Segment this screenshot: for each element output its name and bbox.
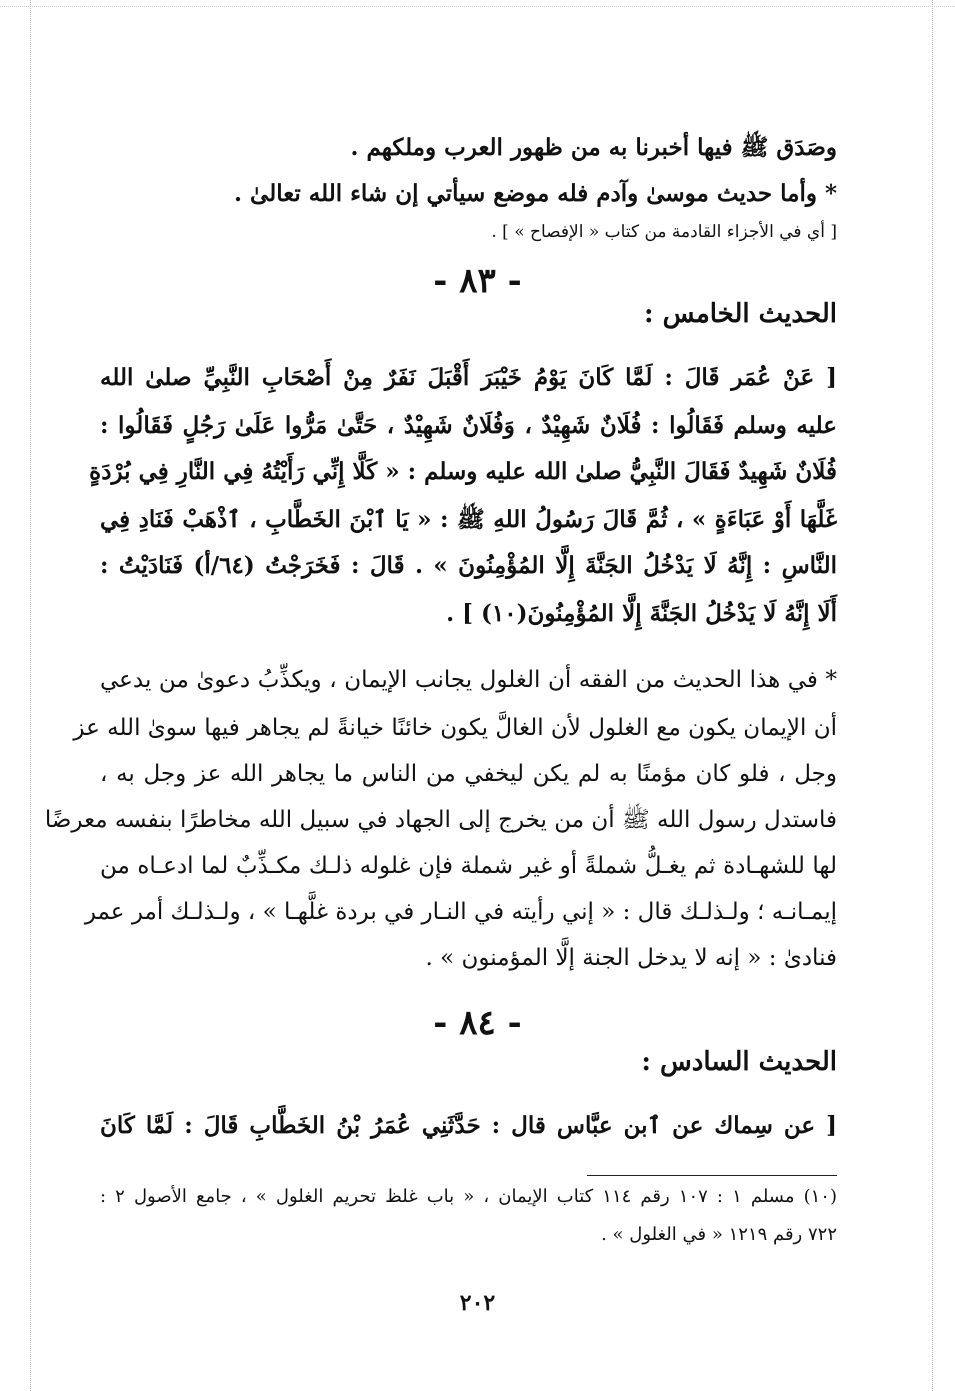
footnote-line: ٧٢٢ رقم ١٢١٩ « في الغلول » . (601, 1224, 837, 1245)
hadith-text-line: غَلَّهَا أَوْ عَبَاءَةٍ » ، ثُمَّ قَالَ رَسُولُ اللهِ ﷺ : « يَا ٱبْنَ الخَطَّابِ ، ٱذْهَبْ فَنَادِ فِي (100, 506, 837, 533)
hadith-title: الحديث السادس : (641, 1047, 837, 1077)
hadith-text-line: عليه وسلم فَقَالُوا : فُلَانٌ شَهِيْدٌ ، وَفُلَانٌ شَهِيْدٌ ، حَتَّىٰ مَرُّوا عَلَىٰ رَجُلٍ فَقَالُوا : (100, 412, 837, 439)
commentary-line: فنادىٰ : « إنه لا يدخل الجنة إلَّا المؤمنون » . (425, 945, 837, 971)
commentary-line: أن الإيمان يكون مع الغلول لأن الغالَّ يكون خائنًا خيانةً لم يجاهر فيها سوىٰ الله عز (73, 715, 837, 741)
footnote-line: (١٠) مسلم ١ : ١٠٧ رقم ١١٤ كتاب الإيمان ، « باب غلظ تحريم الغلول » ، جامع الأصول ٢ : (100, 1186, 837, 1207)
hadith-text-line: [ عَنْ عُمَر قَالَ : لَمَّا كَانَ يَوْمُ خَيْبَرَ أَقْبَلَ نَفَرٌ مِنْ أَصْحَابِ النَّبِيِّ صلىٰ الله (100, 364, 837, 391)
commentary-line: وجل ، فلو كان مؤمنًا به لم يكن ليخفي من الناس ما يجاهر الله عز وجل به ، (100, 761, 837, 787)
hadith-text-line: أَلَا إِنَّهُ لَا يَدْخُلُ الجَنَّةَ إِلَّا المُؤْمِنُونَ(١٠) ] . (446, 600, 837, 627)
hadith-text-line: [ عن سِماك عن ٱبن عبَّاس قال : حَدَّثَنِي عُمَرُ بْنُ الخَطَّابِ قَالَ : لَمَّا كَانَ (100, 1112, 837, 1139)
margin-dots-top (0, 6, 955, 7)
margin-dots-right (932, 0, 933, 1391)
hadith-number: - ٨٣ - (433, 261, 522, 301)
hadith-number: - ٨٤ - (433, 1003, 522, 1043)
text-line: وصَدَق ﷺ فيها أخبرنا به من ظهور العرب وملكهم . (350, 134, 837, 161)
hadith-title: الحديث الخامس : (644, 299, 837, 329)
hadith-text-line: فُلَانٌ شَهِيدٌ فَقَالَ النَّبِيُّ صلىٰ الله عليه وسلم : « كَلَّا إِنِّي رَأَيْتُهُ فِي النَّارِ فِي بُرْدَةٍ (89, 458, 837, 485)
footnote-rule (587, 1175, 837, 1176)
commentary-line: لها للشهـادة ثم يغـلُّ شملةً أو غير شملة فإن غلوله ذلـك مكـذِّبٌ لما ادعـاه من (100, 853, 837, 879)
margin-dots-left (30, 0, 31, 1391)
hadith-text-line: النَّاسِ : إِنَّهُ لَا يَدْخُلُ الجَنَّةَ إِلَّا المُؤْمِنُونَ » . قَالَ : فَخَرَجْتُ (٦٤/أ) فَنَادَيْتُ : (100, 552, 837, 579)
commentary-line: * في هذا الحديث من الفقه أن الغلول يجانب الإيمان ، ويكذِّبُ دعوىٰ من يدعي (100, 667, 837, 693)
bracket-note: [ أي في الأجزاء القادمة من كتاب « الإفصاح » ] . (491, 222, 837, 242)
commentary-line: فاستدل رسول الله ﷺ أن من يخرج إلى الجهاد في سبيل الله مخاطرًا بنفسه معرضًا (44, 807, 837, 833)
commentary-line: إيمـانـه ؛ ولـذلـك قال : « إني رأيته في النـار في بردة غلَّهـا » ، ولـذلـك أمر عمر (84, 899, 837, 925)
page-number: ٢٠٢ (459, 1290, 496, 1316)
text-line: * وأما حديث موسىٰ وآدم فله موضع سيأتي إن شاء الله تعالىٰ . (234, 180, 837, 207)
